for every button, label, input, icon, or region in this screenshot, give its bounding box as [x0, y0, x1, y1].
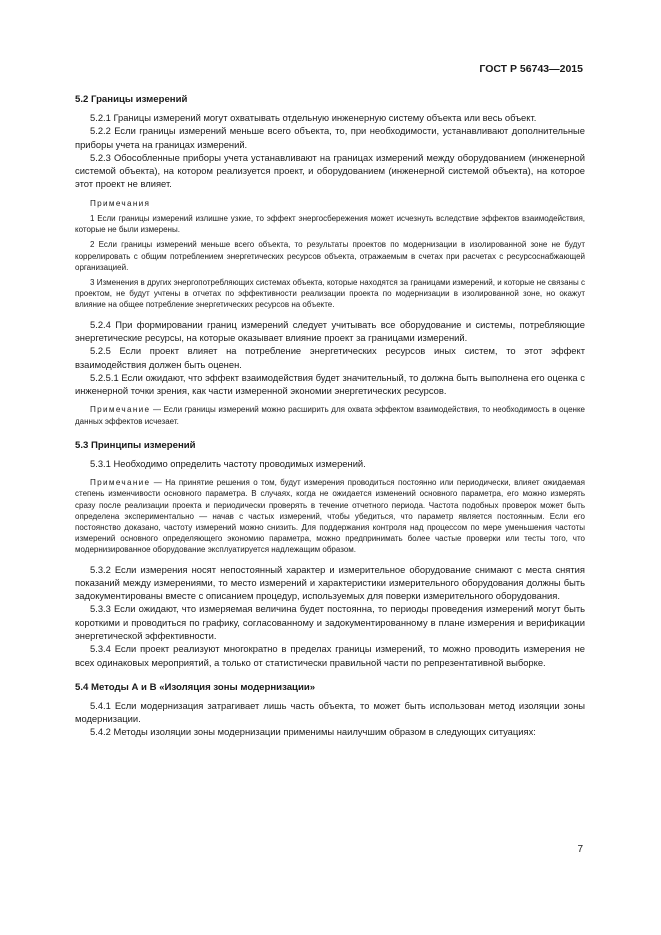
- note-item: 3 Изменения в других энергопотребляющих системах объекта, которые находятся за границами измерений, и которые не связаны с проектом, не будут учтены в отчетах по эффективности реализации проекта по модернизации в изолированной зоне, но окажут влияние на общее потребление энергетических ресурсов на объекте.: [75, 278, 585, 310]
- note-text: — Если границы измерений можно расширить для охвата эффектом взаимодействия, то необходимость в оценке данных эффектов исчезает.: [75, 405, 585, 426]
- section-5-4-title: 5.4 Методы А и В «Изоляция зоны модернизации»: [75, 681, 316, 693]
- paragraph: 5.2.5 Если проект влияет на потребление энергетических ресурсов иных систем, то этот эффект взаимодействия должен быть оценен.: [75, 345, 585, 370]
- page-number: 7: [577, 844, 583, 855]
- document-body: [75, 93, 585, 739]
- paragraph: 5.2.1 Границы измерений могут охватывать отдельную инженерную систему объекта или весь объект.: [90, 112, 537, 123]
- document-id: ГОСТ Р 56743—2015: [479, 63, 583, 75]
- paragraph: 5.3.3 Если ожидают, что измеряемая величина будет постоянна, то периоды проведения измерений могут быть короткими и проводиться по графику, согласованному и задокументированному в плане измерения и верификации энергетической эффективности.: [75, 603, 585, 641]
- note-heading: Примечание: [90, 478, 151, 488]
- section-5-3-title: 5.3 Принципы измерений: [75, 439, 196, 451]
- note-item: 2 Если границы измерений меньше всего объекта, то результаты проектов по модернизации в изолированной зоне не будут коррелировать с общим потреблением энергетических ресурсов объекта, отражаемым в счетах при расчетах с ресурсоснабжающей организацией.: [75, 240, 585, 272]
- paragraph: 5.3.1 Необходимо определить частоту проводимых измерений.: [90, 457, 366, 469]
- paragraph: 5.2.5.1 Если ожидают, что эффект взаимодействия будет значительный, то должна быть выполнена его оценка с инженерной точки зрения, как части измеренной экономии энергетических ресурсов.: [75, 371, 585, 397]
- section-5-2-title: 5.2 Границы измерений: [75, 94, 188, 105]
- paragraph: 5.3.2 Если измерения носят непостоянный характер и измерительное оборудование снимают с места снятия показаний между измерениями, то место измерений и характеристики измерительного оборудования должны быть задокументированы вместе с описанием процедур, используемых для поверки измерительного оборудования.: [75, 563, 585, 602]
- note-item: 1 Если границы измерений излишне узкие, то эффект энергосбережения может исчезнуть вследствие эффектов взаимодействия, которые не были измерены.: [75, 213, 585, 235]
- notes-heading: Примечания: [90, 198, 151, 208]
- paragraph: 5.2.2 Если границы измерений меньше всего объекта, то, при необходимости, устанавливают дополнительные приборы учета на границах измерений.: [75, 125, 585, 150]
- note-text: — На принятие решения о том, будут измерения проводиться постоянно или периодически, влияет ожидаемая степень изменчивости основного параметра. В случаях, когда не ожидается изменений основного параметра, его можно измерять сразу после реализации проекта и периодически проверять в течение отчетного периода. Частота подобных проверок может быть определена экспериментально — начав с частых измерений, чтобы убедиться, что параметр является постоянным. Если его постоянство доказано, частоту измерений можно снизить. Для поддержания контроля над процессом по мере уменьшения частоты измерений основного определяющего экономию параметра, можно предпринимать более частые проверки или тесты того, что модернизированное оборудование эксплуатируется надлежащим образом.: [75, 478, 585, 555]
- note: [75, 477, 585, 555]
- paragraph: 5.4.2 Методы изоляции зоны модернизации применимы наилучшим образом в следующих ситуациях:: [90, 726, 536, 738]
- paragraph: 5.3.4 Если проект реализуют многократно в пределах границы измерений, то можно проводить измерения не всех одинаковых мероприятий, а только от статистически правильной части по репрезентативной выборке.: [75, 643, 585, 668]
- note: [75, 404, 585, 426]
- note-heading: Примечание: [90, 405, 151, 415]
- paragraph: 5.2.3 Обособленные приборы учета устанавливают на границах измерений между оборудованием (инженерной системой объекта), на котором реализуется проект, и оборудованием (инженерной системой объекта), на которое этот проект не влияет.: [75, 151, 585, 190]
- paragraph: 5.2.4 При формировании границ измерений следует учитывать все оборудование и системы, потребляющие энергетические ресурсы, на которые оказывает влияние проект за границами измерений.: [75, 318, 585, 343]
- paragraph: 5.4.1 Если модернизация затрагивает лишь часть объекта, то может быть использован метод изоляции зоны модернизации.: [75, 699, 585, 725]
